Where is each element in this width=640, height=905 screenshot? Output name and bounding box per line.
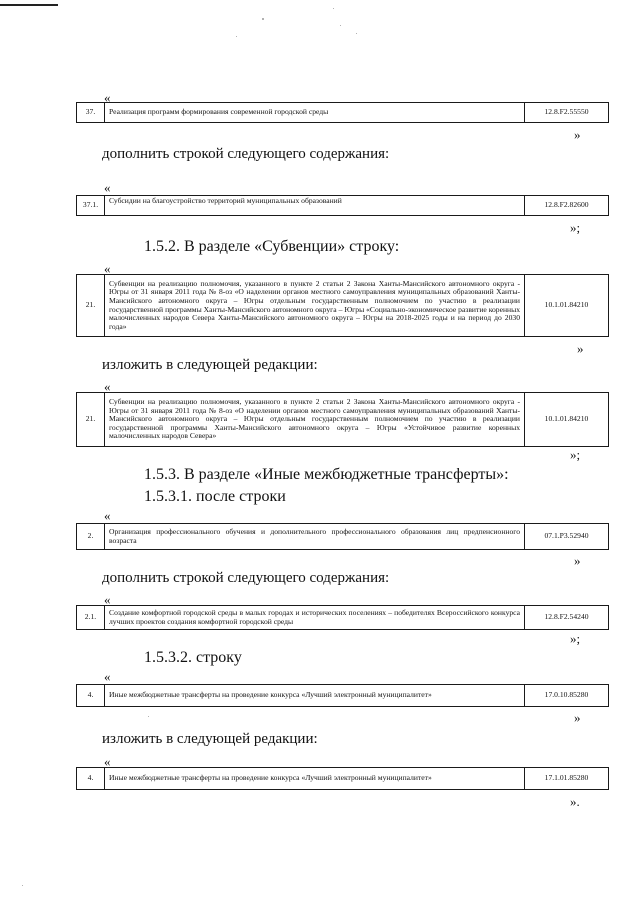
- table-row: [76, 195, 609, 216]
- close-quote: »;: [570, 220, 581, 235]
- row-code: 10.1.01.84210: [525, 275, 609, 337]
- row-number: 37.: [77, 103, 105, 123]
- instruction-text: дополнить строкой следующего содержания:: [102, 146, 390, 162]
- row-code: 17.0.10.85280: [525, 685, 609, 707]
- row-text: Субсидии на благоустройство территорий муниципальных образований: [105, 196, 525, 216]
- open-quote: «: [104, 261, 111, 276]
- row-text: Иные межбюджетные трансферты на проведение конкурса «Лучший электронный муниципалитет»: [105, 685, 525, 707]
- open-quote: «: [104, 379, 111, 394]
- table-row: [76, 684, 609, 707]
- row-text: Субвенции на реализацию полномочия, указанного в пункте 2 статьи 2 Закона Ханты-Мансийского автономного округа - Югры от 31 января 2011 года № 8-оз «О наделении органов местного самоуправления муниципальных образований Ханты-Мансийского автономного округа – Югры отдельным государственным полномочием по участию в реализации государственной программы Ханты-Мансийского автономного округа – Югры «Устойчивое развитие коренных малочисленных народов Севера»: [105, 393, 525, 447]
- table-row: [76, 767, 609, 790]
- open-quote: «: [104, 669, 111, 684]
- instruction-text: изложить в следующей редакции:: [102, 357, 318, 373]
- row-code: 17.1.01.85280: [525, 768, 609, 790]
- row-number: 2.: [77, 524, 105, 550]
- instruction-text: дополнить строкой следующего содержания:: [102, 570, 390, 586]
- scan-speck: [236, 36, 237, 37]
- open-quote: «: [104, 180, 111, 195]
- close-quote: »;: [570, 447, 581, 462]
- row-number: 21.: [77, 275, 105, 337]
- section-heading: 1.5.3. В разделе «Иные межбюджетные трансферты»:: [144, 466, 509, 483]
- table-row: [76, 102, 609, 123]
- row-code: 10.1.01.84210: [525, 393, 609, 447]
- table-row: [76, 392, 609, 447]
- table-row: [76, 523, 609, 550]
- open-quote: «: [104, 90, 111, 105]
- row-text: Иные межбюджетные трансферты на проведение конкурса «Лучший электронный муниципалитет»: [105, 768, 525, 790]
- section-heading: 1.5.3.1. после строки: [144, 488, 286, 505]
- row-text: Организация профессионального обучения и дополнительного профессионального образования лиц предпенсионного возраста: [105, 524, 525, 550]
- table-row: [76, 605, 609, 630]
- row-text: Создание комфортной городской среды в малых городах и исторических поселениях – победителях Всероссийского конкурса лучших проектов создания комфортной городской среды: [105, 606, 525, 630]
- row-code: 12.8.F2.82600: [525, 196, 609, 216]
- row-number: 37.1.: [77, 196, 105, 216]
- row-code: 12.8.F2.55550: [525, 103, 609, 123]
- section-heading: 1.5.2. В разделе «Субвенции» строку:: [144, 238, 400, 255]
- close-quote: »: [574, 127, 581, 142]
- scan-speck: [262, 18, 264, 20]
- open-quote: «: [104, 592, 111, 607]
- section-heading: 1.5.3.2. строку: [144, 649, 242, 666]
- scan-speck: [22, 885, 23, 886]
- close-quote: »: [574, 553, 581, 568]
- close-quote: »: [577, 341, 584, 356]
- row-code: 07.1.P3.52940: [525, 524, 609, 550]
- scan-speck: [356, 33, 357, 34]
- row-code: 12.8.F2.54240: [525, 606, 609, 630]
- row-number: 4.: [77, 768, 105, 790]
- close-quote: »: [574, 710, 581, 725]
- table-row: [76, 274, 609, 337]
- row-number: 4.: [77, 685, 105, 707]
- close-quote: »;: [570, 631, 581, 646]
- row-text: Реализация программ формирования современной городской среды: [105, 103, 525, 123]
- scan-speck: [333, 8, 334, 9]
- row-text: Субвенции на реализацию полномочия, указанного в пункте 2 статьи 2 Закона Ханты-Мансийского автономного округа - Югры от 31 января 2011 года № 8-оз «О наделении органов местного самоуправления муниципальных образований Ханты-Мансийского автономного округа – Югры отдельным государственным полномочием по участию в реализации государственной программы Ханты-Мансийского автономного округа – Югры «Социально-экономическое развитие коренных малочисленных народов Севера Ханты-Мансийского автономного округа – Югры на 2018-2025 годы и на период до 2030 года»: [105, 275, 525, 337]
- scan-top-line: [0, 4, 58, 6]
- close-quote: ».: [570, 794, 580, 809]
- row-number: 2.1.: [77, 606, 105, 630]
- scan-speck: [340, 25, 341, 26]
- scan-speck: [148, 716, 149, 717]
- instruction-text: изложить в следующей редакции:: [102, 731, 318, 747]
- open-quote: «: [104, 754, 111, 769]
- row-number: 21.: [77, 393, 105, 447]
- open-quote: «: [104, 508, 111, 523]
